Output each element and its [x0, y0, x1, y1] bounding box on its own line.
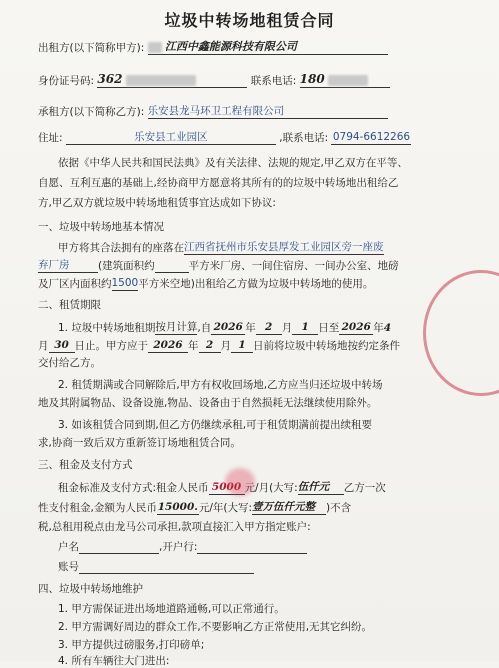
section-4-heading: 四、垃圾中转场地维护: [38, 583, 143, 595]
lease-term-line-2: 月 30 日止。甲方应于 2026 年 2 月 1 日前将垃圾中转场地按约定条件: [38, 339, 400, 352]
phone-redacted: [328, 75, 368, 86]
section-3-heading: 三、租金及支付方式: [38, 459, 133, 471]
id-line: [38, 72, 390, 88]
rent-line-2: 性支付租金,金额为人民币15000.元/年(大写:壹万伍仟元整 )不含: [38, 501, 352, 514]
address-value: 乐安县工业园区: [66, 130, 276, 145]
lessor-signature: 江西中鑫能源科技有限公司: [148, 40, 388, 55]
maintenance-item-2: 2. 甲方需调好周边的群众工作,不要影响乙方正常使用,无其它纠纷。: [58, 621, 373, 633]
preamble-line-3: 方,甲乙双方就垃圾中转场地租赁事宜达成如下协议:: [38, 197, 276, 209]
section-1-line-1: 甲方将其合法拥有的座落在江西省抚州市乐安县厚发工业园区旁一座废: [58, 241, 384, 254]
preamble-line-1: 依据《中华人民共和国民法典》及有关法律、法规的规定,甲乙双方在平等、: [58, 157, 408, 169]
maintenance-item-4: 4. 所有车辆往大门进出:: [58, 655, 170, 667]
company-seal-stamp: [423, 270, 499, 396]
maintenance-item-1: 1. 甲方需保证进出场地道路通畅,可以正常通行。: [58, 603, 285, 615]
lease-term-line-1: 1. 垃圾中转场地租期按月计算,自 2026 年 2 月 1 日至 2026 年4: [58, 321, 392, 334]
maintenance-item-3: 3. 甲方提供过磅服务,打印磅单;: [58, 639, 205, 651]
rent-line-3: 税,总租用税点由龙马公司承担,款项直接汇入甲方指定账户:: [38, 521, 311, 533]
document-title: 垃圾中转场地租赁合同: [164, 11, 335, 30]
section-2-heading: 二、租赁期限: [38, 299, 101, 311]
lease-end-line-2: 地及其附属物品、设备设施,物品、设备由于自然损耗无法继续使用除外。: [38, 397, 378, 409]
account-name-line: 户名 ,开户行:: [58, 540, 307, 554]
lease-term-line-3: 交付给乙方。: [38, 357, 101, 369]
address-label: 住址:: [38, 132, 63, 144]
section-1-heading: 一、垃圾中转场地基本情况: [38, 221, 164, 233]
lease-end-line-1: 2. 租赁期满或合同解除后,甲方有权收回场地,乙方应当归还垃圾中转场: [58, 379, 383, 391]
address-line: [38, 130, 411, 145]
red-ink-smudge: [225, 468, 255, 496]
address-phone-label: ,联系电话:: [279, 132, 329, 144]
id-value-field: 362: [97, 72, 247, 88]
section-1-line-3: 及厂区内面积约1500平方米空地)出租给乙方做为垃圾中转场地的使用。: [38, 277, 374, 290]
phone-field: 180: [300, 72, 390, 88]
rent-line-1: 租金标准及支付方式:租金人民币 5000 元/月(大写:伍仟元 乙方一次: [58, 481, 386, 494]
lessee-label: 承租方(以下简称乙方):: [38, 106, 145, 118]
id-label: 身份证号码:: [38, 75, 95, 87]
lessor-line: [38, 40, 388, 55]
account-number-line: 账号: [58, 560, 254, 574]
renewal-line-2: 求,协商一致后双方重新签订场地租赁合同。: [38, 437, 241, 449]
id-redacted: [126, 75, 196, 86]
lessor-name-redacted: [148, 42, 162, 53]
renewal-line-1: 3. 如该租赁合同到期,但乙方仍继续承租,可于租赁期满前提出续租要: [58, 419, 373, 431]
address-phone-value: 0794-6612266: [332, 131, 411, 143]
lessor-label: 出租方(以下简称甲方):: [38, 42, 145, 54]
phone-label: 联系电话:: [250, 75, 297, 87]
lessee-line: [38, 104, 388, 119]
preamble-line-2: 自愿、互利互惠的基础上,经协商甲方愿意将其所有的的垃圾中转场地出租给乙: [38, 177, 399, 189]
section-1-line-2: 弃厂房 (建筑面积约 平方米厂房、一间住宿房、一间办公室、地磅: [38, 259, 399, 272]
lessee-value: 乐安县龙马环卫工程有限公司: [148, 104, 388, 119]
